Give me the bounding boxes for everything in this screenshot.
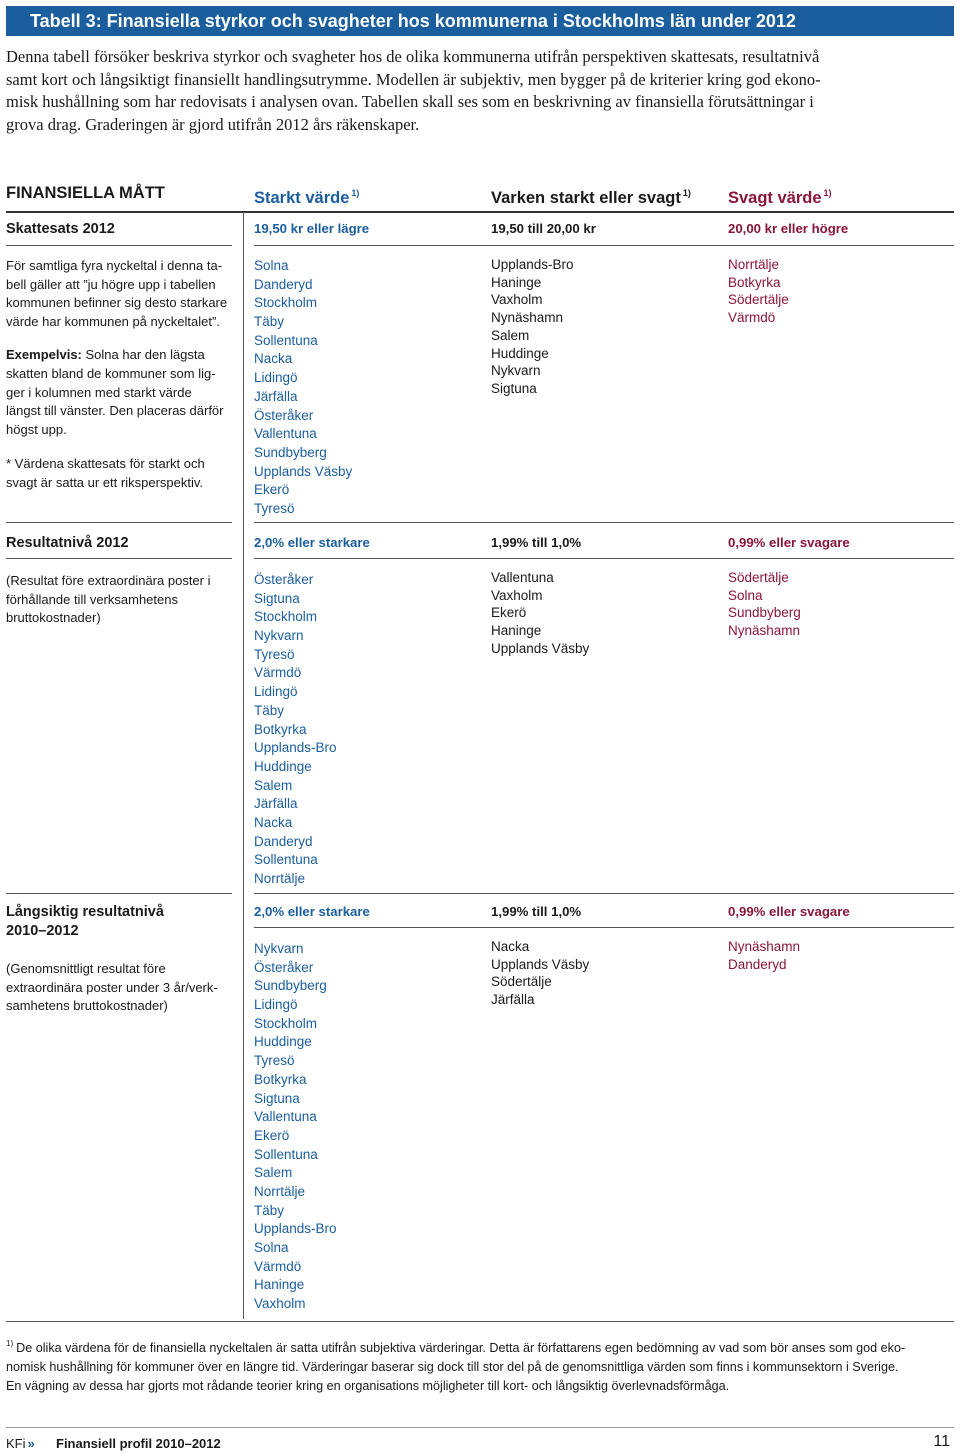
mid-list (491, 256, 574, 398)
municipality-item: Solna (254, 258, 289, 273)
footnote-marker: 1) (823, 188, 832, 198)
intro-line: samt kort och långsiktigt finansiellt handlingsutrymme. Modellen är subjektiv, men bygger på de kriterier kring god ekono- (6, 69, 821, 89)
municipality-item: Vaxholm (491, 292, 543, 308)
municipality-item: Vallentuna (254, 426, 317, 442)
municipality-item: Haninge (491, 274, 542, 290)
footnote-text: De olika värdena för de finansiella nyckeltalen är satta utifrån subjektiva värderingar. Detta är författarens egen bedömning av vad som bör anses som god eko- (16, 1341, 906, 1355)
footnote (6, 1334, 954, 1396)
municipality-item: Botkyrka (728, 274, 781, 290)
municipality-item: Danderyd (254, 833, 313, 849)
municipality-item: Vallentuna (254, 1109, 317, 1125)
municipality-item: Nynäshamn (491, 310, 564, 326)
logo-text: KFi (6, 1436, 26, 1451)
row-divider (6, 558, 232, 559)
municipality-item: Lidingö (254, 997, 298, 1013)
metric-name-period: 2010–2012 (6, 923, 79, 939)
municipality-item: Södertälje (728, 570, 789, 585)
municipality-item: Österåker (254, 407, 314, 423)
municipality-item: Ekerö (254, 482, 290, 498)
chevron-right-icon: » (27, 1436, 33, 1451)
municipality-item: Stockholm (254, 1015, 318, 1031)
desc-line: bell gäller att ”ju högre upp i tabellen (6, 276, 216, 292)
metric-resultat (6, 534, 234, 553)
desc-line: (Genomsnittligt resultat före (6, 961, 166, 976)
municipality-item: Nykvarn (254, 941, 304, 956)
municipality-item: Haninge (254, 1277, 305, 1293)
table-header-row (6, 180, 954, 206)
footer-divider (6, 1427, 954, 1428)
municipality-item: Sollentuna (254, 852, 318, 868)
example-label: Exempelvis: (6, 347, 82, 363)
municipality-item: Täby (254, 1202, 285, 1218)
weak-list (728, 938, 800, 973)
metric-description (6, 960, 234, 1016)
weak-range: 0,99% eller svagare (728, 535, 850, 550)
row-divider (6, 893, 232, 894)
example-line: skatten bland de kommuner som lig- (6, 365, 216, 381)
row-divider (254, 927, 954, 928)
municipality-item: Solna (254, 1240, 289, 1255)
municipality-item: Nynäshamn (728, 623, 801, 639)
municipality-item: Sigtuna (491, 380, 537, 396)
municipality-item: Sundbyberg (254, 978, 327, 994)
desc-line: (Resultat före extraordinära poster i (6, 573, 211, 588)
municipality-item: Nacka (491, 939, 530, 954)
municipality-item: Stockholm (254, 295, 318, 311)
municipality-item: Nykvarn (491, 363, 541, 379)
municipality-item: Salem (254, 1165, 293, 1181)
municipality-item: Tyresö (254, 646, 295, 662)
example-line: Solna har den lägsta (85, 347, 205, 363)
footnote-marker: 1) (682, 188, 691, 198)
municipality-item: Södertälje (728, 292, 789, 308)
example-line: ger i kolumnen med starkt värde (6, 384, 192, 400)
table-bottom-line (6, 1321, 954, 1322)
municipality-item: Norrtälje (728, 257, 780, 272)
metric-name: Resultatnivå 2012 (6, 535, 129, 551)
municipality-item: Solna (728, 587, 763, 603)
municipality-item: Vaxholm (491, 587, 543, 603)
desc-line: samhetens bruttokostnader) (6, 998, 168, 1014)
municipality-item: Haninge (491, 623, 542, 639)
footnote-marker: 1) (351, 188, 360, 198)
municipality-item: Huddinge (254, 758, 312, 774)
note-line: svagt är satta ur ett riksperspektiv. (6, 474, 203, 490)
metric-langsiktig (6, 903, 234, 941)
municipality-item: Salem (254, 777, 293, 793)
header-neutral-value (491, 180, 691, 211)
intro-line: grova drag. Graderingen är gjord utifrån 2012 års räkenskaper. (6, 114, 420, 134)
municipality-item: Södertälje (491, 974, 552, 990)
municipality-item: Salem (491, 327, 530, 343)
municipality-item: Nacka (254, 351, 293, 367)
municipality-item: Huddinge (491, 345, 549, 361)
row-divider (6, 245, 232, 246)
weak-range: 20,00 kr eller högre (728, 221, 849, 236)
mid-list (491, 569, 589, 658)
desc-line: bruttokostnader) (6, 610, 101, 626)
table-title: Tabell 3: Finansiella styrkor och svagheter hos kommunerna i Stockholms län under 2012 (6, 6, 954, 36)
header-financial-measures: FINANSIELLA MÅTT (6, 184, 165, 202)
municipality-item: Täby (254, 702, 285, 718)
municipality-item: Norrtälje (254, 871, 306, 886)
municipality-item: Värmdö (254, 1258, 302, 1274)
municipality-item: Järfälla (254, 796, 298, 812)
municipality-item: Österåker (254, 959, 314, 975)
note-text (6, 455, 234, 492)
intro-line: misk hushållning som har redovisats i analysen ovan. Tabellen skall ses som en beskrivning av finansiella förutsättningar i (6, 92, 814, 111)
publication-title: Finansiell profil 2010–2012 (56, 1436, 221, 1451)
row-divider (6, 522, 232, 523)
mid-range: 19,50 till 20,00 kr (491, 221, 596, 236)
header-strong-label: Starkt värde (254, 189, 350, 207)
municipality-item: Sollentuna (254, 332, 318, 348)
municipality-item: Upplands Väsby (491, 640, 590, 656)
municipality-item: Sigtuna (254, 590, 300, 606)
row-divider (254, 522, 954, 523)
strong-list (254, 571, 337, 889)
municipality-item: Lidingö (254, 684, 298, 700)
municipality-item: Stockholm (254, 609, 318, 625)
municipality-item: Danderyd (254, 276, 313, 292)
desc-line: kommunen befinner sig desto starkare (6, 295, 228, 311)
municipality-item: Sollentuna (254, 1146, 318, 1162)
metric-name: Skattesats 2012 (6, 221, 115, 237)
municipality-item: Sundbyberg (728, 605, 801, 621)
municipality-item: Lidingö (254, 370, 298, 386)
municipality-item: Vaxholm (254, 1296, 306, 1312)
municipality-item: Tyresö (254, 500, 295, 516)
mid-list (491, 938, 589, 1009)
example-line: högst upp. (6, 421, 67, 437)
description-text (6, 960, 234, 1016)
municipality-item: Österåker (254, 572, 314, 587)
weak-list (728, 256, 789, 327)
intro-line: Denna tabell försöker beskriva styrkor och svagheter hos de olika kommunerna utifrån perspektiven skattesats, resultatnivå (6, 47, 820, 66)
column-divider (243, 212, 244, 1319)
municipality-item: Nynäshamn (728, 939, 801, 954)
municipality-item: Sigtuna (254, 1090, 300, 1106)
metric-description (6, 572, 234, 628)
note-line: * Värdena skattesats för starkt och (6, 456, 205, 472)
description-text (6, 257, 234, 331)
municipality-item: Huddinge (254, 1034, 312, 1050)
municipality-item: Upplands-Bro (254, 740, 337, 756)
footnote-line: nomisk hushållning för kommuner över en längre tid. Värderingar baserar sig dock till stor del på de genomsnittliga värden som finns i kommunsektorn i Sverige. (6, 1360, 899, 1374)
municipality-item: Botkyrka (254, 1071, 307, 1087)
row-divider (254, 893, 954, 894)
weak-range: 0,99% eller svagare (728, 904, 850, 919)
municipality-item: Danderyd (728, 956, 787, 972)
kfi-logo (6, 1435, 33, 1453)
page-footer (6, 1435, 954, 1453)
municipality-item: Upplands Väsby (491, 956, 590, 972)
municipality-item: Upplands-Bro (254, 1221, 337, 1237)
description-text (6, 572, 234, 628)
footnote-line: En vägning av dessa har gjorts mot rådande teorier kring en organisations möjligheter till kort- och långsiktig överlevnadsförmåga. (6, 1379, 730, 1393)
metric-name: Långsiktig resultatnivå (6, 904, 164, 920)
strong-range: 2,0% eller starkare (254, 904, 370, 919)
metric-description (6, 257, 234, 493)
header-weak-value (728, 180, 832, 211)
row-divider (254, 558, 954, 559)
header-neutral-label: Varken starkt eller svagt (491, 189, 681, 207)
municipality-item: Ekerö (254, 1127, 290, 1143)
municipality-item: Ekerö (491, 605, 527, 621)
municipality-item: Värmdö (728, 310, 776, 326)
desc-line: värde har kommunen på nyckeltalet”. (6, 313, 220, 329)
municipality-item: Upplands-Bro (491, 257, 574, 272)
municipality-item: Vallentuna (491, 570, 554, 585)
desc-line: förhållande till verksamhetens (6, 591, 178, 607)
weak-list (728, 569, 801, 640)
municipality-item: Järfälla (491, 992, 535, 1008)
municipality-item: Värmdö (254, 665, 302, 681)
page-number: 11 (933, 1433, 950, 1450)
strong-range: 19,50 kr eller lägre (254, 221, 370, 236)
mid-range: 1,99% till 1,0% (491, 904, 582, 919)
municipality-item: Upplands Väsby (254, 463, 353, 479)
intro-paragraph (6, 46, 951, 136)
municipality-item: Nykvarn (254, 628, 304, 644)
header-weak-label: Svagt värde (728, 189, 822, 207)
desc-line (6, 346, 234, 365)
desc-line: För samtliga fyra nyckeltal i denna ta- (6, 258, 223, 273)
municipality-item: Botkyrka (254, 721, 307, 737)
municipality-item: Tyresö (254, 1053, 295, 1069)
header-strong-value (254, 180, 359, 211)
desc-line: extraordinära poster under 3 år/verk- (6, 979, 218, 995)
municipality-item: Järfälla (254, 388, 298, 404)
municipality-item: Täby (254, 314, 285, 330)
header-divider (6, 211, 954, 213)
row-divider (254, 245, 954, 246)
strong-list (254, 257, 352, 519)
municipality-item: Norrtälje (254, 1183, 306, 1199)
mid-range: 1,99% till 1,0% (491, 535, 582, 550)
footnote-line (6, 1334, 954, 1358)
footnote-marker: 1) (6, 1339, 14, 1348)
metric-skattesats (6, 220, 234, 239)
example-line: längst till vänster. Den placeras därför (6, 403, 224, 419)
strong-range: 2,0% eller starkare (254, 535, 370, 550)
example-text (6, 346, 234, 439)
strong-list (254, 940, 337, 1314)
municipality-item: Nacka (254, 814, 293, 830)
municipality-item: Sundbyberg (254, 444, 327, 460)
